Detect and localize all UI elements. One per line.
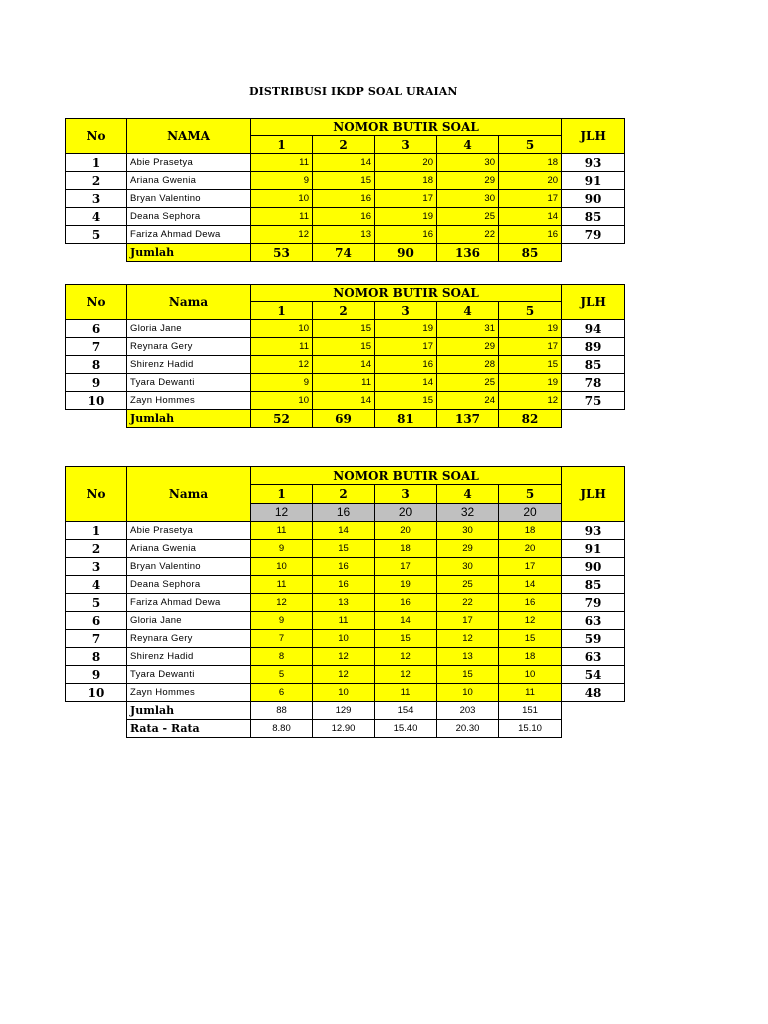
score-cell: 25 xyxy=(437,576,499,594)
header-nomor-butir-soal: NOMOR BUTIR SOAL xyxy=(251,467,562,485)
row-no: 10 xyxy=(66,684,127,702)
header-nomor-butir-soal: NOMOR BUTIR SOAL xyxy=(251,285,562,302)
row-no: 2 xyxy=(66,540,127,558)
score-cell: 13 xyxy=(437,648,499,666)
average-row xyxy=(66,720,625,738)
row-jlh: 93 xyxy=(562,154,625,172)
item-number-2: 2 xyxy=(313,302,375,320)
score-cell: 12 xyxy=(251,226,313,244)
item-number-1: 1 xyxy=(251,485,313,503)
score-cell: 18 xyxy=(375,540,437,558)
score-cell: 17 xyxy=(499,558,562,576)
row-nama: Reynara Gery xyxy=(127,338,251,356)
row-jlh: 93 xyxy=(562,522,625,540)
row-nama: Abie Prasetya xyxy=(127,154,251,172)
score-cell: 15 xyxy=(375,392,437,410)
row-jlh: 78 xyxy=(562,374,625,392)
score-cell: 30 xyxy=(437,154,499,172)
row-jlh: 63 xyxy=(562,648,625,666)
score-cell: 17 xyxy=(375,338,437,356)
row-no: 7 xyxy=(66,338,127,356)
score-cell: 20 xyxy=(499,172,562,190)
row-no: 4 xyxy=(66,576,127,594)
table-row xyxy=(66,684,625,702)
score-cell: 18 xyxy=(499,154,562,172)
table-row xyxy=(66,594,625,612)
table-row xyxy=(66,612,625,630)
score-cell: 19 xyxy=(499,320,562,338)
score-cell: 9 xyxy=(251,612,313,630)
sum-spacer xyxy=(562,702,625,720)
score-cell: 15 xyxy=(499,630,562,648)
item-number-4: 4 xyxy=(437,485,499,503)
avg-spacer xyxy=(562,720,625,738)
score-cell: 18 xyxy=(499,522,562,540)
sum-spacer xyxy=(562,244,625,262)
sum-spacer xyxy=(562,410,625,428)
score-cell: 14 xyxy=(499,576,562,594)
table-row xyxy=(66,648,625,666)
row-nama: Zayn Hommes xyxy=(127,392,251,410)
table-row xyxy=(66,320,625,338)
score-cell: 10 xyxy=(499,666,562,684)
row-nama: Gloria Jane xyxy=(127,320,251,338)
row-nama: Fariza Ahmad Dewa xyxy=(127,226,251,244)
score-cell: 14 xyxy=(313,522,375,540)
score-cell: 10 xyxy=(251,320,313,338)
header-no: No xyxy=(66,119,127,154)
score-cell: 20 xyxy=(375,154,437,172)
score-cell: 16 xyxy=(499,226,562,244)
sum-label: Jumlah xyxy=(127,702,251,720)
score-cell: 12 xyxy=(251,594,313,612)
score-cell: 20 xyxy=(499,540,562,558)
avg-value: 15.10 xyxy=(499,720,562,738)
score-cell: 10 xyxy=(313,630,375,648)
row-jlh: 90 xyxy=(562,558,625,576)
score-cell: 16 xyxy=(313,558,375,576)
score-cell: 22 xyxy=(437,594,499,612)
sum-value: 52 xyxy=(251,410,313,428)
score-cell: 12 xyxy=(437,630,499,648)
row-nama: Tyara Dewanti xyxy=(127,666,251,684)
max-score-5: 20 xyxy=(499,503,562,521)
row-jlh: 59 xyxy=(562,630,625,648)
row-no: 9 xyxy=(66,374,127,392)
item-number-4: 4 xyxy=(437,136,499,154)
table-row xyxy=(66,172,625,190)
table-row xyxy=(66,540,625,558)
score-cell: 11 xyxy=(251,154,313,172)
score-cell: 11 xyxy=(313,612,375,630)
score-cell: 17 xyxy=(437,612,499,630)
sum-spacer xyxy=(66,410,127,428)
score-cell: 16 xyxy=(313,190,375,208)
row-no: 3 xyxy=(66,190,127,208)
score-cell: 30 xyxy=(437,190,499,208)
table-1 xyxy=(65,118,625,262)
row-nama: Deana Sephora xyxy=(127,576,251,594)
row-nama: Reynara Gery xyxy=(127,630,251,648)
row-nama: Tyara Dewanti xyxy=(127,374,251,392)
score-cell: 14 xyxy=(375,374,437,392)
score-cell: 12 xyxy=(251,356,313,374)
score-cell: 13 xyxy=(313,226,375,244)
item-number-4: 4 xyxy=(437,302,499,320)
sum-value: 154 xyxy=(375,702,437,720)
score-cell: 18 xyxy=(499,648,562,666)
score-cell: 14 xyxy=(313,356,375,374)
score-cell: 16 xyxy=(375,226,437,244)
row-no: 3 xyxy=(66,558,127,576)
item-number-5: 5 xyxy=(499,485,562,503)
score-cell: 8 xyxy=(251,648,313,666)
row-no: 9 xyxy=(66,666,127,684)
header-jlh: JLH xyxy=(562,285,625,320)
score-cell: 30 xyxy=(437,522,499,540)
row-jlh: 90 xyxy=(562,190,625,208)
table-row xyxy=(66,208,625,226)
score-cell: 11 xyxy=(251,522,313,540)
score-cell: 12 xyxy=(499,612,562,630)
score-cell: 11 xyxy=(313,374,375,392)
row-no: 7 xyxy=(66,630,127,648)
table-row xyxy=(66,356,625,374)
score-cell: 16 xyxy=(375,594,437,612)
row-no: 4 xyxy=(66,208,127,226)
item-number-3: 3 xyxy=(375,302,437,320)
row-no: 10 xyxy=(66,392,127,410)
header-nama: Nama xyxy=(127,467,251,522)
table-row xyxy=(66,392,625,410)
score-cell: 25 xyxy=(437,374,499,392)
score-cell: 19 xyxy=(375,208,437,226)
row-jlh: 85 xyxy=(562,356,625,374)
row-nama: Shirenz Hadid xyxy=(127,356,251,374)
max-score-3: 20 xyxy=(375,503,437,521)
item-number-5: 5 xyxy=(499,302,562,320)
score-cell: 7 xyxy=(251,630,313,648)
score-cell: 24 xyxy=(437,392,499,410)
header-no: No xyxy=(66,467,127,522)
max-score-4: 32 xyxy=(437,503,499,521)
row-nama: Fariza Ahmad Dewa xyxy=(127,594,251,612)
score-cell: 18 xyxy=(375,172,437,190)
score-cell: 30 xyxy=(437,558,499,576)
sum-spacer xyxy=(66,702,127,720)
row-jlh: 91 xyxy=(562,172,625,190)
score-cell: 15 xyxy=(375,630,437,648)
header-no: No xyxy=(66,285,127,320)
score-cell: 15 xyxy=(313,540,375,558)
score-cell: 16 xyxy=(313,208,375,226)
row-no: 5 xyxy=(66,226,127,244)
item-number-2: 2 xyxy=(313,136,375,154)
row-nama: Gloria Jane xyxy=(127,612,251,630)
score-cell: 11 xyxy=(375,684,437,702)
header-jlh: JLH xyxy=(562,467,625,522)
sum-value: 82 xyxy=(499,410,562,428)
row-nama: Ariana Gwenia xyxy=(127,540,251,558)
score-cell: 10 xyxy=(437,684,499,702)
score-cell: 16 xyxy=(499,594,562,612)
score-cell: 15 xyxy=(313,172,375,190)
row-nama: Zayn Hommes xyxy=(127,684,251,702)
score-cell: 12 xyxy=(313,648,375,666)
sum-value: 81 xyxy=(375,410,437,428)
table-row xyxy=(66,374,625,392)
table-row xyxy=(66,666,625,684)
max-score-2: 16 xyxy=(313,503,375,521)
sum-value: 129 xyxy=(313,702,375,720)
sum-row xyxy=(66,410,625,428)
table-row xyxy=(66,558,625,576)
score-cell: 14 xyxy=(313,392,375,410)
score-cell: 14 xyxy=(375,612,437,630)
item-number-3: 3 xyxy=(375,136,437,154)
header-nomor-butir-soal: NOMOR BUTIR SOAL xyxy=(251,119,562,136)
avg-label: Rata - Rata xyxy=(127,720,251,738)
table-row xyxy=(66,630,625,648)
score-cell: 12 xyxy=(499,392,562,410)
row-jlh: 48 xyxy=(562,684,625,702)
sum-row xyxy=(66,244,625,262)
row-jlh: 79 xyxy=(562,594,625,612)
row-nama: Deana Sephora xyxy=(127,208,251,226)
header-nama: NAMA xyxy=(127,119,251,154)
row-jlh: 75 xyxy=(562,392,625,410)
row-jlh: 79 xyxy=(562,226,625,244)
score-cell: 29 xyxy=(437,172,499,190)
item-number-5: 5 xyxy=(499,136,562,154)
sum-value: 151 xyxy=(499,702,562,720)
table-row xyxy=(66,338,625,356)
score-cell: 25 xyxy=(437,208,499,226)
score-cell: 10 xyxy=(313,684,375,702)
score-cell: 9 xyxy=(251,172,313,190)
table-row xyxy=(66,226,625,244)
score-cell: 12 xyxy=(313,666,375,684)
table-3 xyxy=(65,466,625,738)
score-cell: 17 xyxy=(499,190,562,208)
score-cell: 19 xyxy=(375,576,437,594)
score-cell: 15 xyxy=(499,356,562,374)
avg-value: 12.90 xyxy=(313,720,375,738)
row-nama: Bryan Valentino xyxy=(127,190,251,208)
score-cell: 28 xyxy=(437,356,499,374)
score-cell: 13 xyxy=(313,594,375,612)
row-no: 6 xyxy=(66,612,127,630)
header-nama: Nama xyxy=(127,285,251,320)
score-cell: 29 xyxy=(437,338,499,356)
sum-value: 74 xyxy=(313,244,375,262)
sum-value: 88 xyxy=(251,702,313,720)
score-cell: 19 xyxy=(499,374,562,392)
row-jlh: 85 xyxy=(562,208,625,226)
row-jlh: 94 xyxy=(562,320,625,338)
score-cell: 20 xyxy=(375,522,437,540)
table-row xyxy=(66,154,625,172)
sum-label: Jumlah xyxy=(127,410,251,428)
sum-value: 137 xyxy=(437,410,499,428)
score-cell: 10 xyxy=(251,558,313,576)
row-no: 5 xyxy=(66,594,127,612)
score-cell: 15 xyxy=(313,338,375,356)
sum-label: Jumlah xyxy=(127,244,251,262)
score-cell: 11 xyxy=(499,684,562,702)
row-jlh: 91 xyxy=(562,540,625,558)
score-cell: 11 xyxy=(251,208,313,226)
row-no: 1 xyxy=(66,522,127,540)
score-cell: 9 xyxy=(251,540,313,558)
score-cell: 22 xyxy=(437,226,499,244)
row-nama: Abie Prasetya xyxy=(127,522,251,540)
score-cell: 17 xyxy=(499,338,562,356)
item-number-1: 1 xyxy=(251,136,313,154)
table-row xyxy=(66,522,625,540)
row-no: 8 xyxy=(66,648,127,666)
score-cell: 16 xyxy=(313,576,375,594)
score-cell: 11 xyxy=(251,338,313,356)
row-no: 8 xyxy=(66,356,127,374)
row-jlh: 85 xyxy=(562,576,625,594)
score-cell: 17 xyxy=(375,190,437,208)
sum-value: 203 xyxy=(437,702,499,720)
table-2 xyxy=(65,284,625,428)
item-number-2: 2 xyxy=(313,485,375,503)
max-score-1: 12 xyxy=(251,503,313,521)
score-cell: 12 xyxy=(375,666,437,684)
sum-value: 53 xyxy=(251,244,313,262)
table-row xyxy=(66,190,625,208)
avg-value: 20.30 xyxy=(437,720,499,738)
avg-value: 8.80 xyxy=(251,720,313,738)
sum-spacer xyxy=(66,244,127,262)
score-cell: 10 xyxy=(251,392,313,410)
score-cell: 10 xyxy=(251,190,313,208)
sum-value: 69 xyxy=(313,410,375,428)
score-cell: 6 xyxy=(251,684,313,702)
score-cell: 9 xyxy=(251,374,313,392)
row-jlh: 89 xyxy=(562,338,625,356)
header-jlh: JLH xyxy=(562,119,625,154)
score-cell: 19 xyxy=(375,320,437,338)
score-cell: 14 xyxy=(499,208,562,226)
score-cell: 15 xyxy=(437,666,499,684)
table-row xyxy=(66,576,625,594)
row-nama: Ariana Gwenia xyxy=(127,172,251,190)
item-number-1: 1 xyxy=(251,302,313,320)
score-cell: 17 xyxy=(375,558,437,576)
sum-row xyxy=(66,702,625,720)
sum-value: 90 xyxy=(375,244,437,262)
page-title: DISTRIBUSI IKDP SOAL URAIAN xyxy=(249,85,458,98)
row-no: 6 xyxy=(66,320,127,338)
avg-value: 15.40 xyxy=(375,720,437,738)
score-cell: 11 xyxy=(251,576,313,594)
score-cell: 14 xyxy=(313,154,375,172)
avg-spacer xyxy=(66,720,127,738)
row-nama: Bryan Valentino xyxy=(127,558,251,576)
row-nama: Shirenz Hadid xyxy=(127,648,251,666)
item-number-3: 3 xyxy=(375,485,437,503)
sum-value: 85 xyxy=(499,244,562,262)
score-cell: 31 xyxy=(437,320,499,338)
sum-value: 136 xyxy=(437,244,499,262)
row-no: 2 xyxy=(66,172,127,190)
row-jlh: 54 xyxy=(562,666,625,684)
score-cell: 5 xyxy=(251,666,313,684)
score-cell: 15 xyxy=(313,320,375,338)
score-cell: 12 xyxy=(375,648,437,666)
row-jlh: 63 xyxy=(562,612,625,630)
score-cell: 16 xyxy=(375,356,437,374)
score-cell: 29 xyxy=(437,540,499,558)
row-no: 1 xyxy=(66,154,127,172)
